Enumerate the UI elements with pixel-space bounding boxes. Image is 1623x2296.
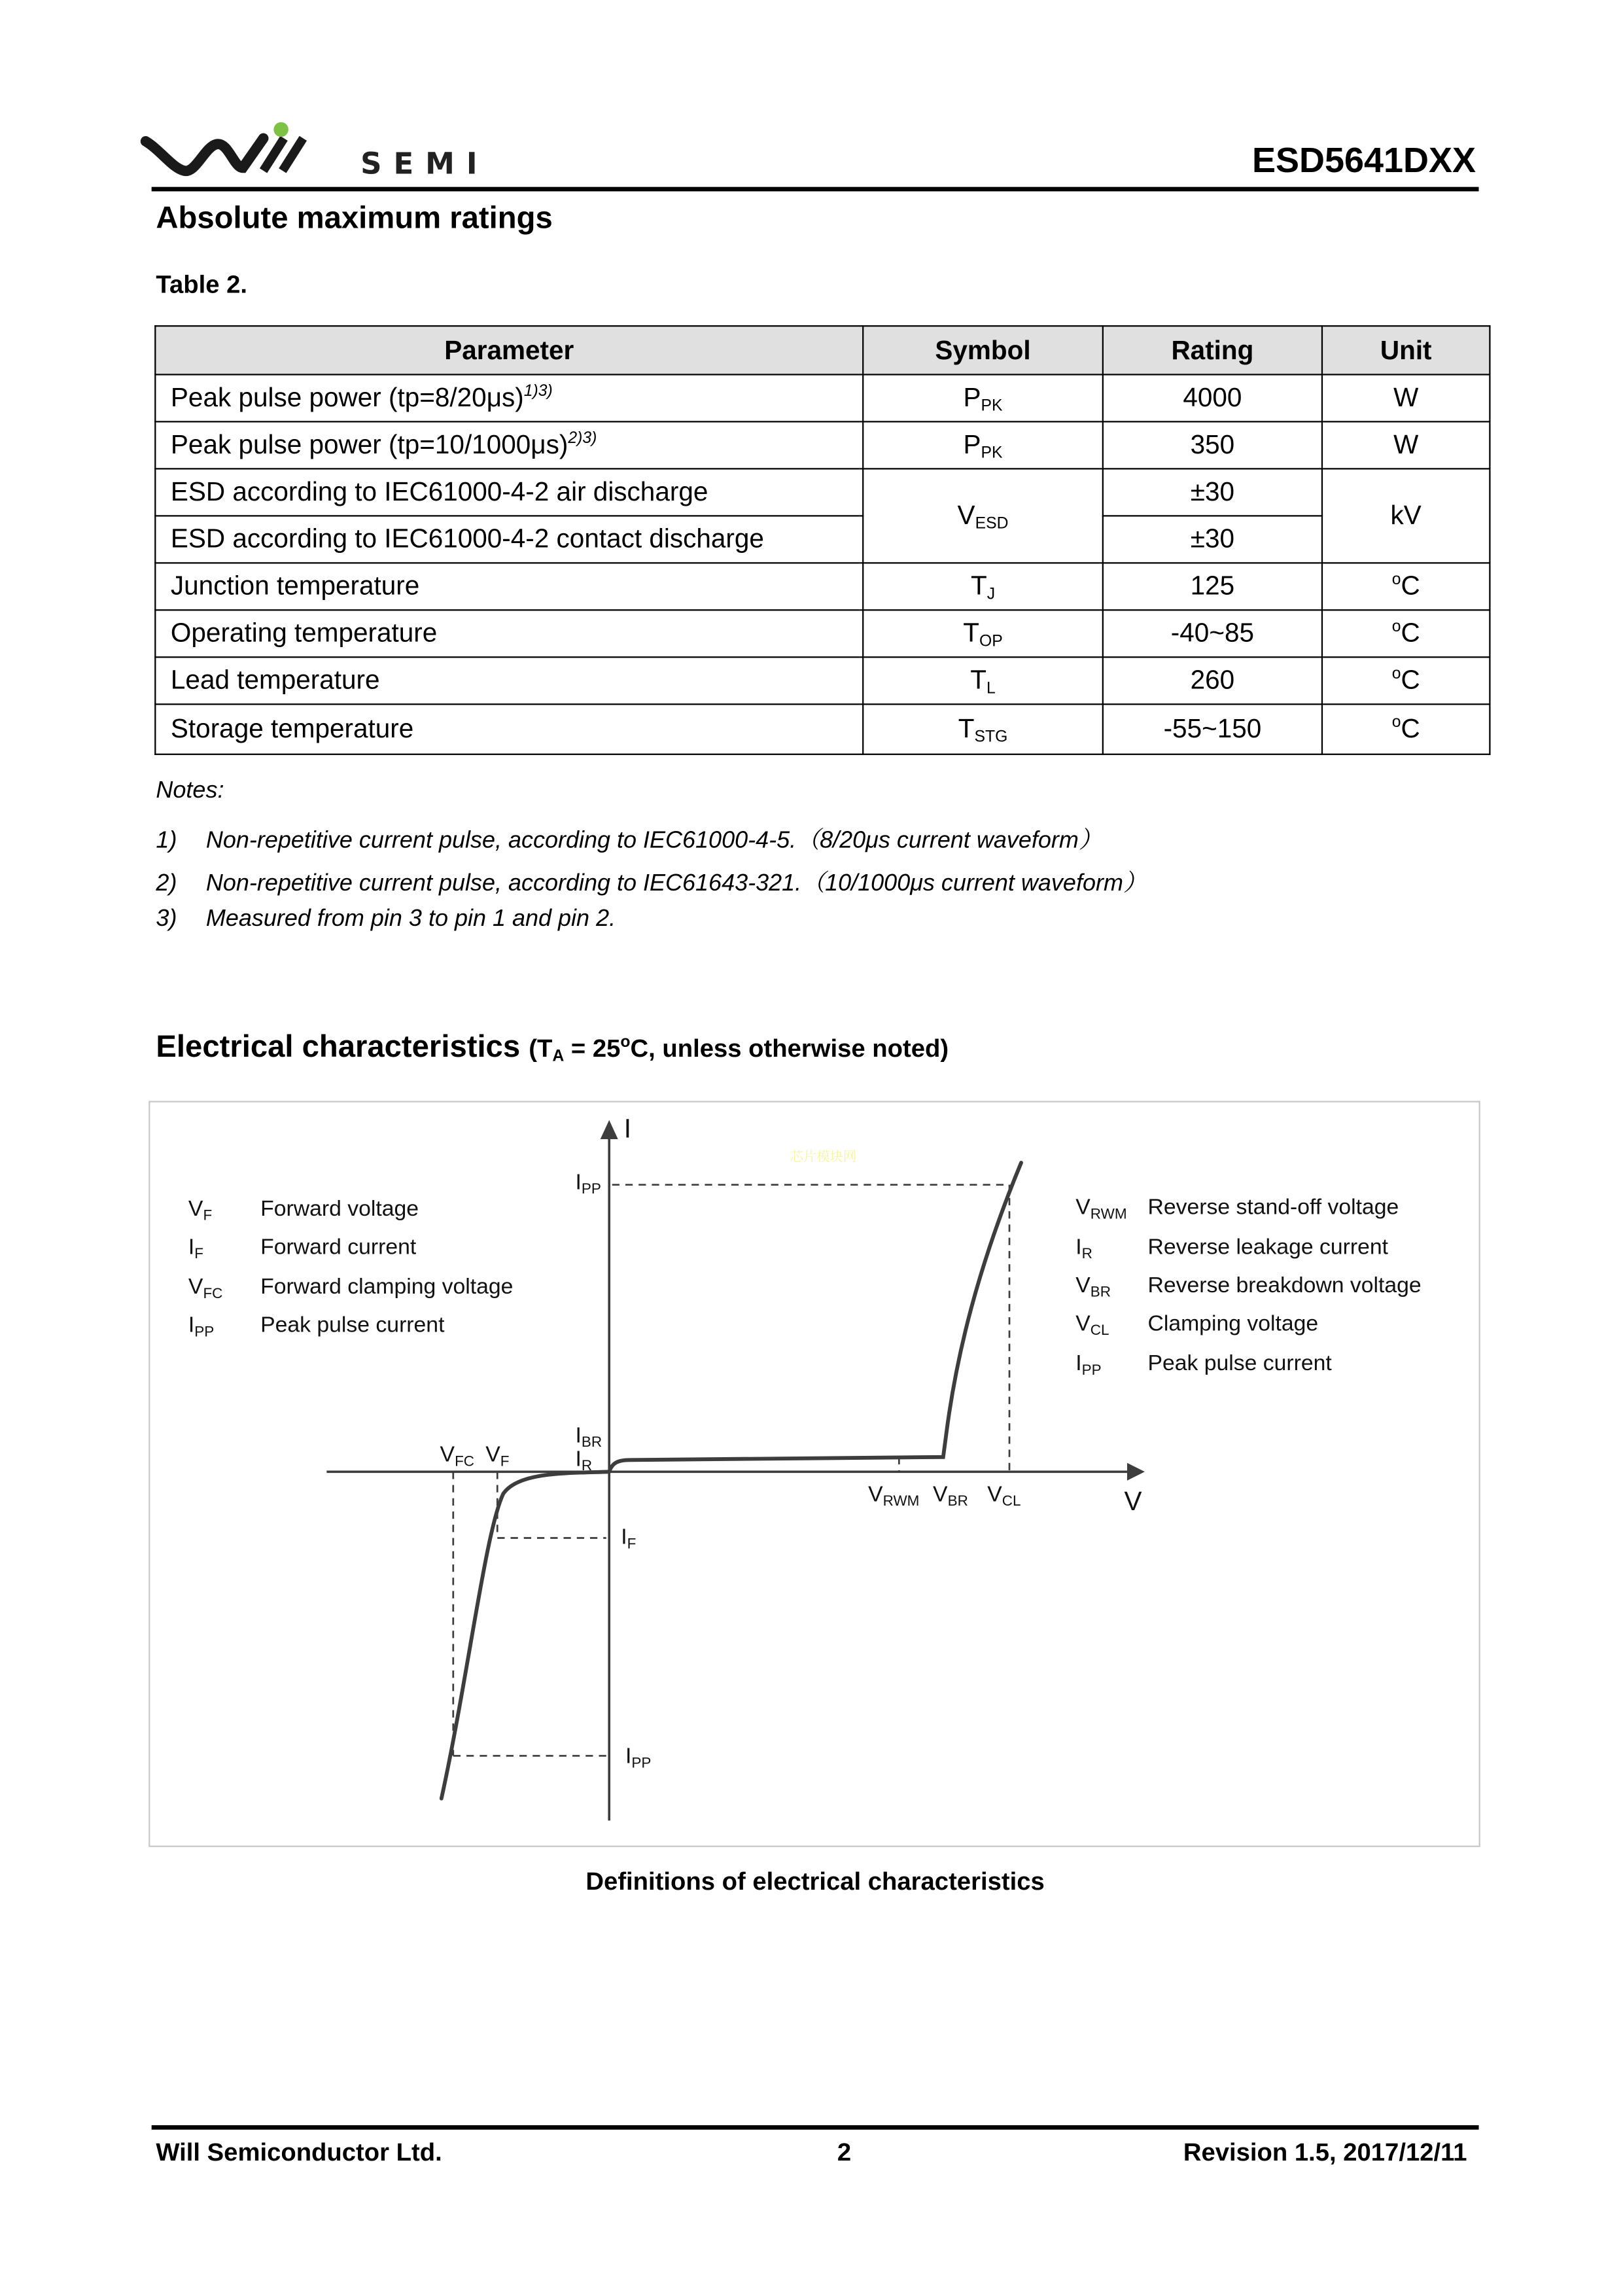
param: Storage temperature [155, 704, 863, 754]
degree: o [1391, 571, 1401, 589]
param: Peak pulse power (tp=10/1000μs) [170, 429, 568, 459]
label-vcl: $V_{CL}$ [987, 1482, 1021, 1510]
param: Operating temperature [155, 610, 863, 657]
logo-text: SEMI [360, 146, 489, 181]
reverse-curve [609, 1163, 1021, 1472]
unit: C [1401, 713, 1420, 743]
header-parameter: Parameter [155, 326, 863, 374]
note-item: 3) Measured from pin 3 to pin 1 and pin 2. [156, 906, 616, 932]
symbol-sub: J [986, 585, 996, 603]
degree: o [1391, 618, 1401, 636]
symbol: P [963, 429, 981, 459]
label-ipp-bottom: $I_{PP}$ [625, 1744, 652, 1773]
document-title: ESD5641DXX [1251, 141, 1476, 181]
legend-item: $I_{PP}$ Peak pulse current [1075, 1351, 1332, 1379]
rating: -55~150 [1103, 704, 1322, 754]
footer-page-number: 2 [837, 2138, 852, 2166]
param: ESD according to IEC61000-4-2 air discharge [155, 468, 863, 516]
legend-item: $V_{FC}$ Forward clamping voltage [188, 1274, 514, 1303]
symbol-sub: ESD [975, 514, 1009, 533]
legend-item: $V_{RWM}$ Reverse stand-off voltage [1075, 1195, 1399, 1224]
symbol: T [970, 570, 987, 600]
unit: W [1322, 421, 1490, 468]
rating: 350 [1103, 421, 1322, 468]
unit: C [1401, 618, 1420, 648]
legend-item: $V_{CL}$ Clamping voltage [1075, 1311, 1319, 1339]
symbol: T [958, 713, 975, 743]
rating: -40~85 [1103, 610, 1322, 657]
header-unit: Unit [1322, 326, 1490, 374]
symbol: T [963, 617, 980, 647]
unit: C [1401, 571, 1420, 601]
legend-item: $I_F$ Forward current [188, 1235, 417, 1263]
unit: kV [1322, 468, 1490, 563]
footer-rule [152, 2125, 1479, 2130]
forward-curve [442, 1472, 609, 1798]
table-label: Table 2. [156, 270, 247, 299]
rating: 4000 [1103, 374, 1322, 421]
footer-revision: Revision 1.5, 2017/12/11 [1183, 2138, 1467, 2166]
rating: ±30 [1103, 468, 1322, 516]
voltage-axis-arrow [1127, 1463, 1145, 1481]
symbol-sub: PK [981, 444, 1003, 462]
symbol-sub: OP [979, 632, 1003, 650]
rating: 125 [1103, 563, 1322, 610]
param: Junction temperature [155, 563, 863, 610]
footnote-ref: 2)3) [568, 429, 597, 448]
note-item: 1) Non-repetitive current pulse, according to IEC61000-4-5.（8/20μs current waveform） [156, 828, 1102, 854]
label-ipp-top: $I_{PP}$ [575, 1170, 601, 1198]
param: ESD according to IEC61000-4-2 contact discharge [155, 516, 863, 563]
section-title-electrical: Electrical characteristics ($T_A = 25^oC$, unless otherwise noted) [156, 1030, 949, 1066]
rating: ±30 [1103, 516, 1322, 563]
label-vf: $V_F$ [485, 1442, 510, 1471]
param: Lead temperature [155, 657, 863, 704]
legend-item: $V_F$ Forward voltage [188, 1196, 419, 1225]
header-symbol: Symbol [863, 326, 1103, 374]
legend-item: $I_{PP}$ Peak pulse current [188, 1313, 445, 1341]
unit: W [1322, 374, 1490, 421]
symbol: T [970, 664, 987, 694]
watermark: 芯片模块网 [790, 1150, 857, 1165]
param: Peak pulse power (tp=8/20μs) [170, 382, 524, 412]
current-axis-arrow [601, 1120, 618, 1139]
unit: C [1401, 665, 1420, 695]
axis-label-i: I [623, 1114, 631, 1144]
label-ibr: $I_{BR}$ [575, 1423, 602, 1451]
symbol: P [963, 381, 981, 412]
note-item: 2) Non-repetitive current pulse, according to IEC61643-321.（10/1000μs current waveform） [156, 871, 1147, 896]
footer-company: Will Semiconductor Ltd. [156, 2138, 442, 2166]
label-vbr: $V_{BR}$ [933, 1482, 968, 1510]
footnote-ref: 1)3) [523, 382, 553, 400]
header-rating: Rating [1103, 326, 1322, 374]
label-vfc: $V_{FC}$ [440, 1442, 475, 1471]
label-vrwm: $V_{RWM}$ [868, 1482, 920, 1510]
notes-title: Notes: [156, 778, 224, 804]
legend-item: $I_R$ Reverse leakage current [1075, 1235, 1389, 1263]
degree: o [1391, 665, 1401, 683]
degree: o [1391, 713, 1401, 732]
symbol: V [957, 499, 975, 529]
dashed-guides [453, 1185, 1009, 1756]
rating: 260 [1103, 657, 1322, 704]
section-title-ratings: Absolute maximum ratings [156, 202, 553, 236]
axis-label-v: V [1124, 1486, 1142, 1516]
symbol-sub: L [986, 679, 996, 698]
legend-item: $V_{BR}$ Reverse breakdown voltage [1075, 1273, 1422, 1301]
label-ir: $I_R$ [575, 1447, 593, 1475]
symbol-sub: PK [981, 397, 1003, 415]
condition-note: ($T_A = 25^oC$, unless otherwise noted) [529, 1033, 949, 1066]
diagram-caption: Definitions of electrical characteristics [585, 1867, 1045, 1896]
label-if: $I_F$ [621, 1525, 637, 1553]
symbol-sub: STG [974, 728, 1008, 746]
